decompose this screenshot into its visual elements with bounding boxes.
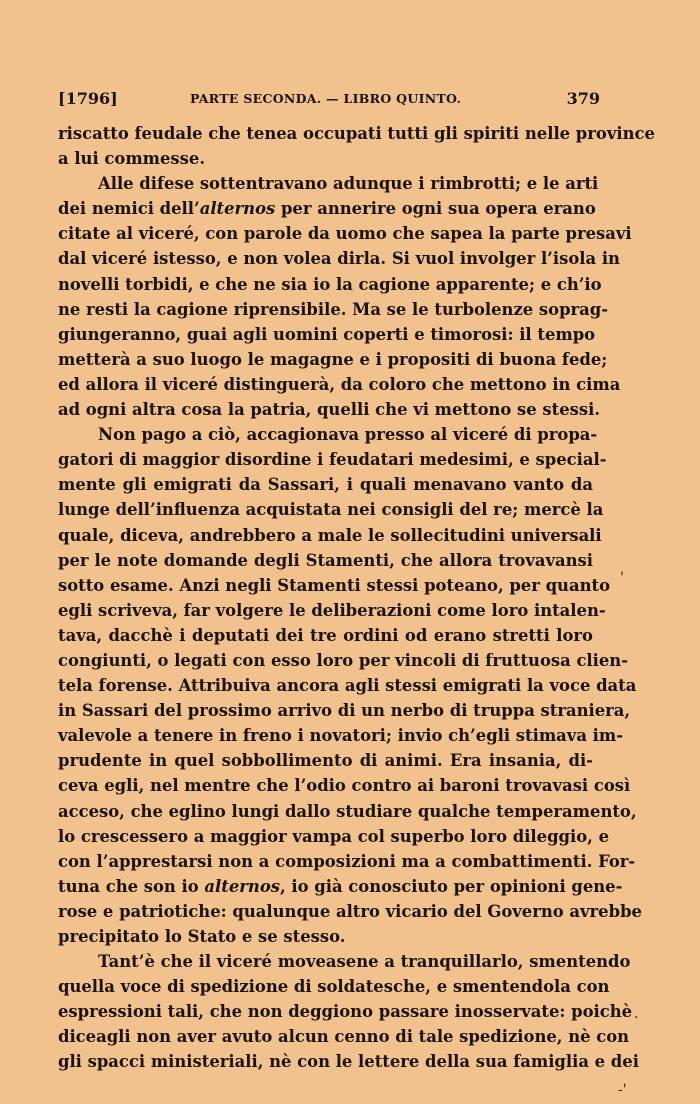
text-line — [58, 874, 623, 899]
paragraph-first-line: Tant’è che il viceré moveasene a tranquillarlo, smentendo — [98, 952, 631, 972]
paragraph-first-line: Non pago a ciò, accagionava presso al viceré di propa- — [98, 425, 598, 445]
text-run: dei nemici dell’ — [58, 199, 200, 219]
text-line: valevole a tenere in freno i novatori; invio ch’egli stimava im- — [58, 726, 624, 746]
text-line: gatori di maggior disordine i feudatari medesimi, e special- — [58, 450, 607, 470]
text-line: per le note domande degli Stamenti, che allora trovavansi — [58, 550, 593, 570]
text-line: quale, diceva, andrebbero a male le sollecitudini universali — [58, 525, 602, 545]
paragraph-first-line: Alle difese sottentravano adunque i rimbrotti; e le arti — [98, 174, 599, 194]
text-line: tava, dacchè i deputati dei tre ordini od erano stretti loro — [58, 625, 593, 645]
text-line: citate al viceré, con parole da uomo che sapea la parte presavi — [58, 224, 632, 244]
running-header — [58, 89, 600, 113]
text-line: ad ogni altra cosa la patria, quelli che vi mettono se stessi. — [58, 400, 601, 420]
header-running-title: PARTE SECONDA. — LIBRO QUINTO. — [190, 91, 462, 106]
text-line: giungeranno, guai agli uomini coperti e timorosi: il tempo — [58, 324, 596, 344]
margin-mark: ' — [620, 570, 624, 586]
text-line: riscatto feudale che tenea occupati tutti gli spiriti nelle province — [58, 124, 655, 143]
text-line: mente gli emigrati da Sassari, i quali menavano vanto da — [58, 475, 593, 495]
text-line: in Sassari del prossimo arrivo di un nerbo di truppa straniera, — [58, 701, 631, 721]
text-run: tuna che son io — [58, 876, 205, 896]
text-line: dal viceré istesso, e non volea dirla. Si vuol involger l’isola in — [58, 249, 620, 269]
text-line: lo crescessero a maggior vampa col superbo loro dileggio, e — [58, 826, 609, 846]
text-line: con l’apprestarsi non a composizioni ma a combattimenti. For- — [58, 851, 636, 871]
text-line: novelli torbidi, e che ne sia io la cagione apparente; e ch’io — [58, 274, 602, 294]
text-line: rose e patriotiche: qualunque altro vicario del Governo avrebbe — [58, 901, 642, 921]
text-line: quella voce di spedizione di soldatesche, e smentendola con — [58, 977, 610, 997]
page-number: 379 — [566, 89, 600, 108]
text-line: a lui commesse. — [58, 149, 206, 169]
text-line: acceso, che eglino lungi dallo studiare qualche temperamento, — [58, 801, 637, 821]
text-line: metterà a suo luogo le magagne e i propositi di buona fede; — [58, 349, 608, 369]
text-line: gli spacci ministeriali, nè con le lettere della sua famiglia e dei — [58, 1052, 639, 1072]
header-year: [1796] — [58, 89, 118, 108]
text-line: precipitato lo Stato e se stesso. — [58, 927, 346, 946]
text-line: egli scriveva, far volgere le deliberazioni come loro intalen- — [58, 600, 606, 620]
text-line: ed allora il viceré distinguerà, da coloro che mettono in cima — [58, 374, 621, 394]
text-line: prudente in quel sobbollimento di animi. Era insania, di- — [58, 751, 593, 771]
margin-mark: -' — [618, 1082, 627, 1098]
text-line — [58, 196, 596, 221]
text-line: ceva egli, nel mentre che l’odio contro ai baroni trovavasi così — [58, 776, 631, 796]
text-line: sotto esame. Anzi negli Stamenti stessi poteano, per quanto — [58, 575, 610, 595]
text-line: ne resti la cagione riprensibile. Ma se le turbolenze soprag- — [58, 299, 609, 319]
text-run: , io già conosciuto per opinioni gene- — [279, 876, 623, 896]
text-line: espressioni tali, che non deggiono passare inosservate: poichè — [58, 1002, 633, 1022]
body-text — [58, 121, 655, 1075]
italic-term: alternos — [204, 876, 280, 896]
text-line: congiunti, o legati con esso loro per vincoli di fruttuosa clien- — [58, 650, 629, 670]
text-line: diceagli non aver avuto alcun cenno di tale spedizione, nè con — [58, 1027, 630, 1047]
text-line: tela forense. Attribuiva ancora agli stessi emigrati la voce data — [58, 676, 637, 696]
italic-term: alternos — [199, 199, 276, 219]
text-run: per annerire ogni sua opera erano — [275, 199, 596, 219]
margin-mark: . — [634, 1006, 639, 1022]
text-line: lunge dell’influenza acquistata nei consigli del re; mercè la — [58, 500, 604, 520]
